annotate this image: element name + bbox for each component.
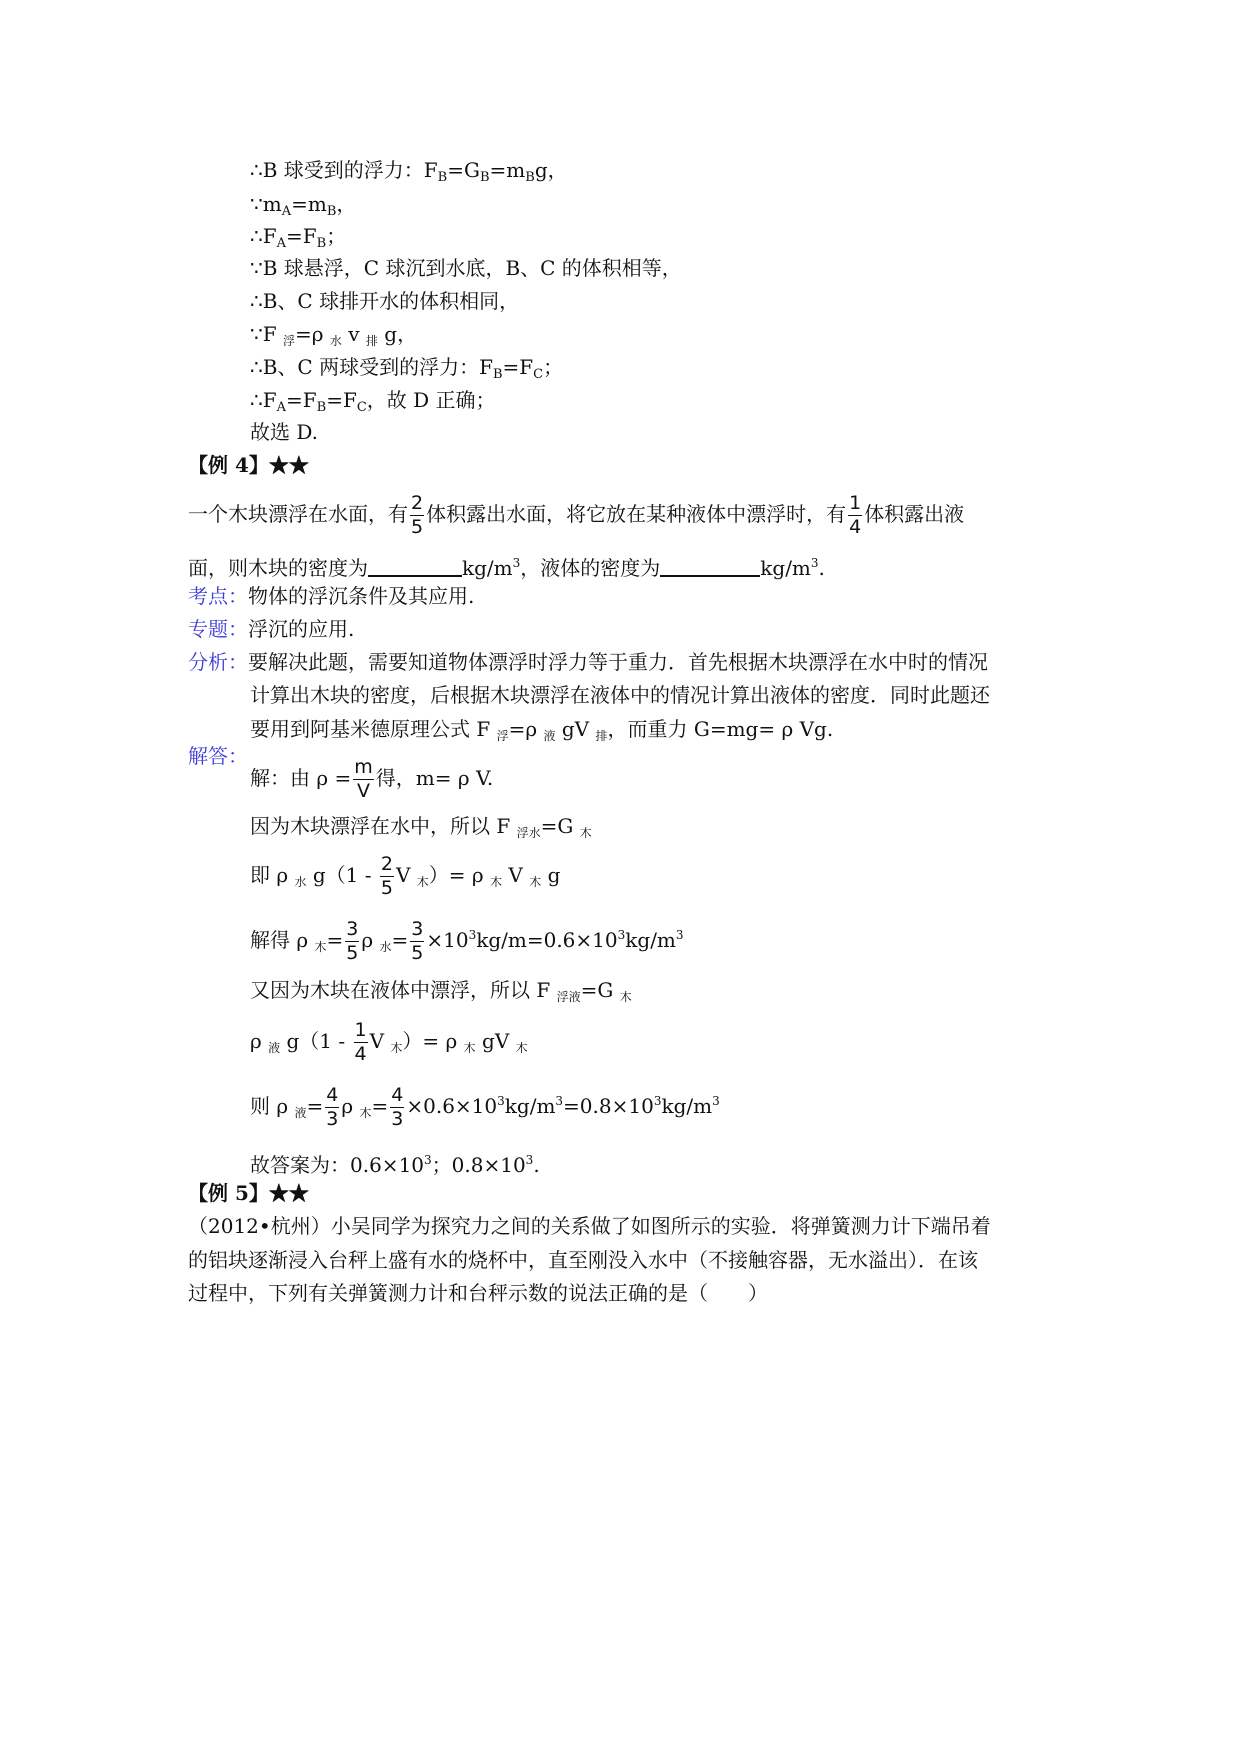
fraction: $\frac{4}{3}$ — [326, 1084, 339, 1130]
solution-line: $\therefore F_A=F_B$； — [250, 224, 347, 251]
solution-step: 即 ρ $_水$ g（1 - $\frac{2}{5}$ V $_木$）= ρ $_木$ V $_木$ g — [250, 853, 561, 899]
fenxi-line: 要用到阿基米德原理公式 F $_浮$=ρ $_液$ gV $_排$，而重力 G=mg= ρ Vg. — [250, 717, 834, 743]
fraction: $\frac{1}{4}$ — [354, 1019, 367, 1065]
solution-step: 则 ρ $_液$= $\frac{4}{3}$ ρ $_木$= $\frac{4}{3}$ $\times 0.6\times 10^3kg/m^3=0.8\times 10^3kg/m^3$ — [250, 1084, 720, 1130]
solution-line: ∴B、C 两球受到的浮力：$F_B=F_C$； — [250, 355, 564, 382]
fenxi-label: 分析： — [188, 650, 248, 674]
question-text: （2012•杭州）小吴同学为探究力之间的关系做了如图所示的实验．将弹簧测力计下端吊着 — [188, 1214, 991, 1238]
question-text: 的铝块逐渐浸入台秤上盛有水的烧杯中，直至刚没入水中（不接触容器，无水溢出）．在该 — [188, 1248, 978, 1272]
solution-line: 故选 D. — [250, 420, 319, 444]
fenxi-line: 计算出木块的密度，后根据木块漂浮在液体中的情况计算出液体的密度．同时此题还 — [250, 683, 990, 707]
fraction: $\frac{4}{3}$ — [391, 1084, 404, 1130]
zhuanti-row: 专题：浮沉的应用. — [188, 617, 355, 641]
answer-line: 故答案为：$0.6\times 10^3$；$0.8\times 10^3$. — [250, 1153, 540, 1177]
solution-step: 因为木块漂浮在水中，所以 F $_{浮水}$=G $_木$ — [250, 814, 592, 840]
solution-line: ∴B 球受到的浮力：$F_B=G_B=m_Bg$， — [250, 158, 568, 185]
question-text: 过程中，下列有关弹簧测力计和台秤示数的说法正确的是（ ） — [188, 1281, 768, 1305]
example-4-header: 【例 4】★★ — [188, 453, 309, 477]
example-5-header: 【例 5】★★ — [188, 1181, 309, 1205]
solution-line: $\therefore F_A=F_B=F_C$，故 D 正确； — [250, 388, 496, 415]
solution-step: 解：由 ρ = $\frac{m}{V}$ 得，m= ρ V. — [250, 756, 494, 802]
jieda-label: 解答： — [188, 744, 248, 768]
fenxi-row: 分析：要解决此题，需要知道物体漂浮时浮力等于重力．首先根据木块漂浮在水中时的情况 — [188, 650, 988, 674]
fraction: $\frac{m}{V}$ — [354, 756, 373, 802]
solution-line: ∵F $_浮$=ρ $_水$ v $_排$ g， — [250, 322, 418, 348]
fraction: $\frac{2}{5}$ — [380, 853, 393, 899]
solution-line: ∵B 球悬浮，C 球沉到水底，B、C 的体积相等， — [250, 256, 682, 280]
answer-blank[interactable] — [368, 555, 462, 577]
fraction: $\frac{3}{5}$ — [346, 918, 359, 964]
solution-step: ρ $_液$ g（1 - $\frac{1}{4}$ V $_木$）= ρ $_木$ gV $_木$ — [250, 1019, 528, 1065]
solution-line: ∴B、C 球排开水的体积相同， — [250, 289, 520, 313]
solution-step: 又因为木块在液体中漂浮，所以 F $_{浮液}$=G $_木$ — [250, 978, 632, 1004]
question-text: 一个木块漂浮在水面，有 $\frac{2}{5}$ 体积露出水面，将它放在某种液体中漂浮时，有 $\frac{1}{4}$ 体积露出液 — [188, 492, 965, 538]
zhuanti-label: 专题： — [188, 617, 248, 641]
solution-step: 解得 ρ $_木$= $\frac{3}{5}$ ρ $_水$= $\frac{3}{5}$ $\times 10^3kg/m=0.6\times 10^3kg/m^3$ — [250, 918, 684, 964]
question-text: 面，则木块的密度为 $kg/m^3$，液体的密度为 $kg/m^3$. — [188, 556, 825, 580]
kaodian-label: 考点： — [188, 584, 248, 608]
fraction: $\frac{2}{5}$ — [411, 492, 424, 538]
kaodian-row: 考点：物体的浮沉条件及其应用. — [188, 584, 475, 608]
answer-blank[interactable] — [660, 555, 760, 577]
solution-line: $\because m_A=m_B$， — [250, 192, 357, 219]
fraction: $\frac{1}{4}$ — [849, 492, 862, 538]
fraction: $\frac{3}{5}$ — [411, 918, 424, 964]
